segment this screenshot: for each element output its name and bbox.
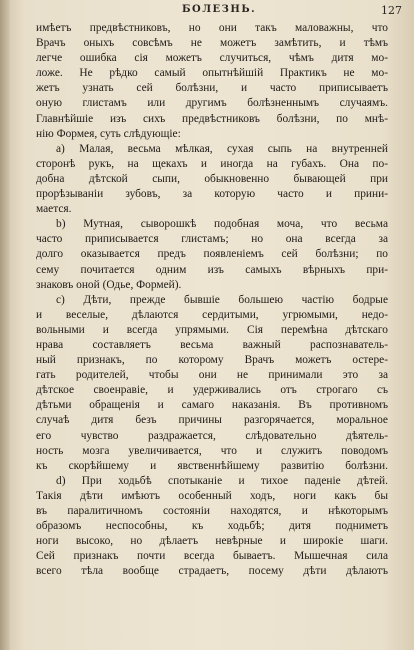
page-number: 127 — [381, 4, 402, 17]
text-line: и веселые, дѣлаются сердитыми, угрюмыми, недо- — [36, 308, 388, 321]
text-line: дѣтьми обращенія и самаго наказанія. Въ противномъ — [36, 399, 388, 412]
text-line: c) Дѣти, прежде бывшіе большею частію бодрые — [56, 293, 388, 306]
text-line: b) Мутная, сыворошкѣ подобная моча, что весьма — [56, 218, 388, 231]
text-line: сторонѣ рукъ, на щекахъ и иногда на губахъ. Она по- — [36, 157, 388, 170]
text-line: всего тѣла вообще страдаетъ, посему дѣти дѣлаютъ — [36, 565, 388, 578]
text-line: Сей признакъ почти всегда бываетъ. Мышечная сила — [36, 550, 388, 563]
text-line: дѣтское своенравіе, и удерживались отъ строгаго съ — [36, 384, 388, 397]
text-line: ложе. Не рѣдко самый опытнѣйшій Практикъ не мо- — [36, 67, 388, 80]
text-line: прорѣзываніи зубовъ, за которую часто и прини- — [36, 188, 388, 201]
text-line: Такія дѣти имѣютъ особенный ходъ, ноги какъ бы — [36, 489, 388, 502]
text-line: легче ошибка сія можетъ случиться, чѣмъ дитя мо- — [36, 52, 388, 65]
text-line: а) Малая, весьма мѣлкая, сухая сыпь на внутренней — [56, 142, 388, 155]
text-line: добна дѣтской сыпи, обыкновенно бывающей при — [36, 172, 388, 185]
text-line: d) При ходьбѣ спотыканіе и тихое паденіе дѣтей. — [56, 474, 388, 487]
text-line: ность мозга увеличивается, что и служитъ поводомъ — [36, 444, 388, 457]
page-header — [36, 4, 402, 20]
text-line: долго оказывается предъ появленіемъ сей болѣзни; по — [36, 248, 388, 261]
body-text — [36, 21, 388, 579]
text-line: въ паралитичномъ состояніи находятся, и нѣкоторымъ — [36, 505, 388, 517]
text-line: нію Формея, суть слѣдующіе: — [36, 127, 181, 140]
text-line: случаѣ дитя безъ причины разгорячается, моральное — [36, 414, 388, 427]
text-line: часто приписывается глистамъ; но она всегда за — [36, 233, 388, 246]
text-line: сему почитается одним изъ самыхъ вѣрныхъ при- — [36, 263, 388, 276]
text-line: ный признакъ, по которому Врачъ можетъ остерe- — [36, 354, 388, 367]
text-line: Врачъ оныхъ совсѣмъ не можетъ замѣтить, и тѣмъ — [36, 37, 388, 50]
text-line: гать родителей, чтобы они не принимали это за — [36, 369, 388, 382]
text-line: жетъ узнать сей болѣзни, и часто приписываетъ — [36, 82, 388, 95]
text-line: мается. — [36, 203, 72, 216]
text-line: имѣетъ предвѣстниковъ, но они такъ маловажны, что — [36, 22, 388, 34]
page-gutter-shadow — [0, 0, 10, 650]
text-line: знаковъ оной (Одье, Формей). — [36, 278, 182, 291]
text-line: ноги высоко, но дѣлаетъ невѣрные и широкіе шаги. — [36, 535, 388, 548]
text-line: Главнѣйшіе изъ сихъ предвѣстниковъ болѣзни, по мнѣ- — [36, 112, 388, 125]
text-line: его чувство раздражается, слѣдовательно дѣятель- — [36, 429, 388, 442]
text-line: оную глистамъ или другимъ болѣзненнымъ случаямъ. — [36, 97, 388, 110]
text-line: нрава составляетъ весьма важный распознаватель- — [36, 338, 388, 351]
text-line: образомъ неспособны, къ ходьбѣ; дитя подниметъ — [36, 520, 388, 533]
running-head: БОЛЕЗНЬ. — [181, 4, 257, 15]
text-line: къ скорѣйшему и явственнѣйшему развитію болѣзни. — [36, 459, 388, 472]
text-line: вольными и всегда упрямыми. Сія перемѣна дѣтскаго — [36, 323, 388, 336]
